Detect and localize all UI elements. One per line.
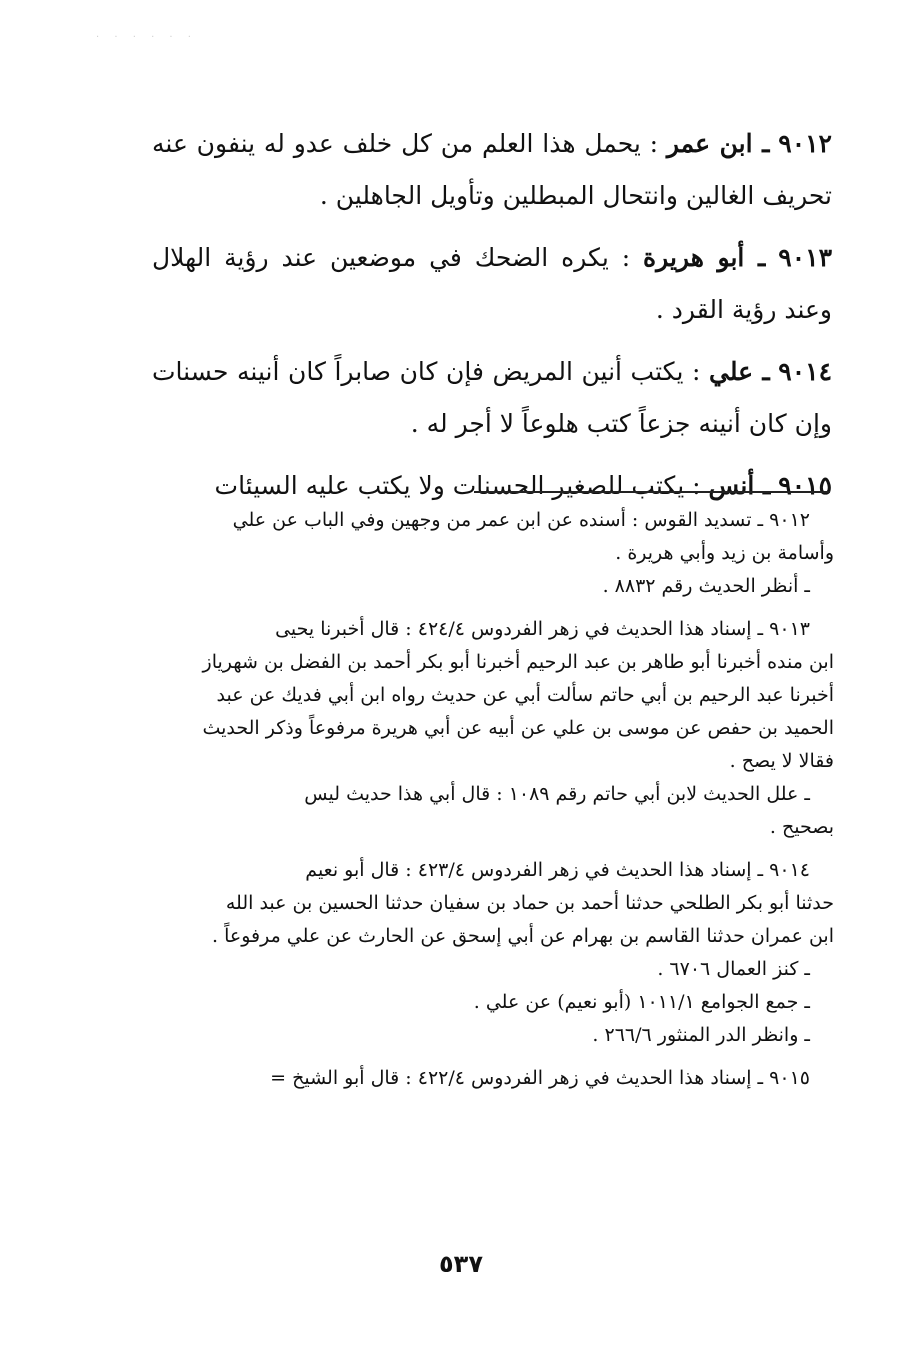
margin-smudge: · · · · · · <box>96 32 197 43</box>
hadith-text: يكتب للصغير الحسنات ولا يكتب عليه السيئات <box>214 471 685 500</box>
colon: : <box>640 129 659 158</box>
footnote-line <box>144 1062 834 1095</box>
footnote-reference: ـ أنظر الحديث رقم ٨٨٣٢ . <box>602 575 810 597</box>
hadith-9012 <box>152 118 832 222</box>
hadith-narrator: أبو هريرة <box>643 243 745 272</box>
hadith-9013 <box>152 232 832 336</box>
footnote-line: ابن عمران حدثنا القاسم بن بهرام عن أبي إسحق عن الحارث عن علي مرفوعاً . <box>212 925 834 947</box>
footnote-line: ٩٠١٣ ـ إسناد هذا الحديث في زهر الفردوس ٤٢٤/٤ : قال أخبرنا يحيى <box>275 618 810 640</box>
hadith-list <box>152 118 832 522</box>
hadith-number: ٩٠١٣ <box>778 243 833 272</box>
footnote-reference: ـ جمع الجوامع ١٠١١/١ (أبو نعيم) عن علي . <box>473 991 810 1013</box>
footnote-line: وأسامة بن زيد وأبي هريرة . <box>615 542 834 564</box>
footnote-line: بصحيح . <box>769 816 834 838</box>
footnote-9012 <box>144 504 834 603</box>
footnote-reference: ـ وانظر الدر المنثور ٢٦٦/٦ . <box>592 1024 810 1046</box>
footnote-line: ابن منده أخبرنا أبو طاهر بن عبد الرحيم أخبرنا أبو بكر أحمد بن الفضل بن شهرياز <box>202 651 834 673</box>
footnote-line: حدثنا أبو بكر الطلحي حدثنا أحمد بن حماد بن سفيان حدثنا الحسين بن عبد الله <box>225 892 834 914</box>
hadith-narrator: علي <box>709 357 754 386</box>
footnote-line: ٩٠١٢ ـ تسديد القوس : أسنده عن ابن عمر من وجهين وفي الباب عن علي <box>232 509 810 531</box>
hadith-number: ٩٠١٥ <box>778 471 832 500</box>
footnote-9014 <box>144 854 834 1052</box>
footnote-line: أخبرنا عبد الرحيم بن أبي حاتم سألت أبي عن حديث رواه ابن أبي فديك عن عبد <box>216 684 834 706</box>
hadith-number: ٩٠١٢ <box>778 129 832 158</box>
hadith-narrator: ابن عمر <box>666 129 753 158</box>
hadith-9014 <box>152 346 832 450</box>
continuation-mark: = <box>270 1067 287 1089</box>
colon: : <box>683 357 701 386</box>
colon: : <box>684 471 701 500</box>
dash: ـ <box>744 243 766 272</box>
dash: ـ <box>754 471 771 500</box>
footnote-reference: ـ علل الحديث لابن أبي حاتم رقم ١٠٨٩ : قال أبي هذا حديث ليس <box>304 783 810 805</box>
hadith-narrator: أنس <box>708 471 755 500</box>
hadith-text: يحمل هذا العلم من كل خلف عدو له ينفون عنه تحريف الغالين وانتحال المبطلين وتأويل الجاهلين . <box>152 129 832 210</box>
footnote-line: ٩٠١٤ ـ إسناد هذا الحديث في زهر الفردوس ٤٢٣/٤ : قال أبو نعيم <box>305 859 810 881</box>
footnote-line: فقالا لا يصح . <box>729 750 834 772</box>
hadith-number: ٩٠١٤ <box>778 357 832 386</box>
footnote-divider <box>474 491 830 493</box>
dash: ـ <box>752 129 770 158</box>
page-number: ٥٣٧ <box>439 1250 483 1278</box>
footnote-9015 <box>144 1062 834 1095</box>
colon: : <box>608 243 631 272</box>
footnotes <box>144 504 834 1105</box>
hadith-text: يكتب أنين المريض فإن كان صابراً كان أنينه حسنات وإن كان أنينه جزعاً كتب هلوعاً لا أجر له . <box>152 357 832 438</box>
footnote-line: الحميد بن حفص عن موسى بن علي عن أبيه عن أبي هريرة مرفوعاً وذكر الحديث <box>202 717 834 739</box>
footnote-reference: ـ كنز العمال ٦٧٠٦ . <box>657 958 810 980</box>
dash: ـ <box>753 357 770 386</box>
hadith-text: يكره الضحك في موضعين عند رؤية الهلال وعند رؤية القرد . <box>152 243 832 324</box>
footnote-9013 <box>144 613 834 844</box>
footnote-text: ٩٠١٥ ـ إسناد هذا الحديث في زهر الفردوس ٤٢٢/٤ : قال أبو الشيخ <box>292 1067 810 1089</box>
